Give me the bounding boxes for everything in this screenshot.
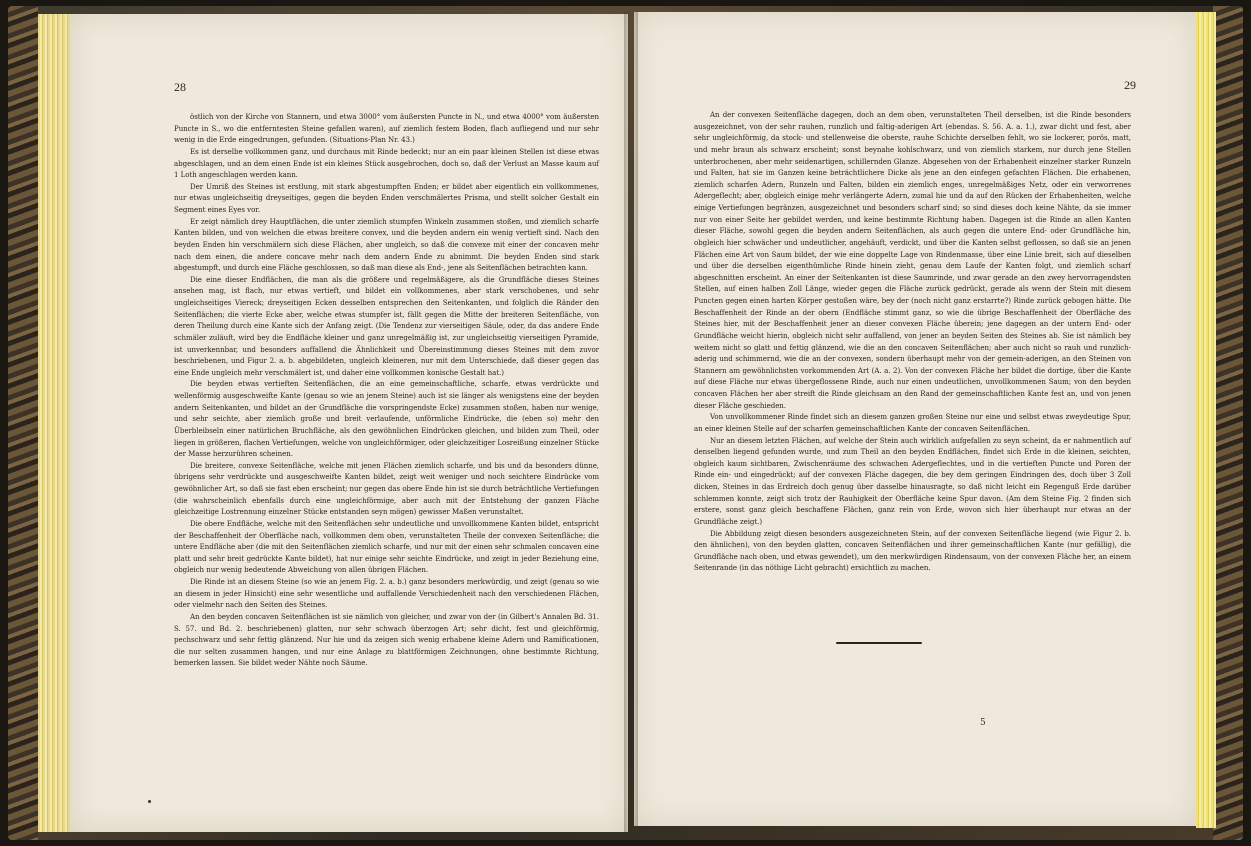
signature-mark: 5 [980,718,986,728]
right-page [634,12,1196,826]
right-page-text [694,109,1131,574]
page-number-left: 28 [174,80,186,94]
paragraph: Die breitere, convexe Seitenfläche, welche mit jenen Flächen ziemlich scharfe, und bis und da besonders dünne, übrigens sehr verdrückte und ausgeschweifte Kanten bildet, zeigt weit weniger und noch seichtere Eindrücke vom gewöhnlicher Art, so daß sie fast eben erscheint; nur gegen das obere Ende hin ist sie durch beträchtliche Vertiefungen (die wahrscheinlich ebenfalls durch eine ungleichförmige, aber auch mit der Entstehung der ganzen Fläche gleichzeitige Lostrennung einzelner Stücke entstanden seyn mögen) gewisser Maßen verunstaltet. [174,460,599,517]
paragraph: Nur an diesem letzten Flächen, auf welche der Stein auch wirklich aufgefallen zu seyn scheint, da er nahmentlich auf denselben liegend gefunden wurde, und zum Theil an den beyden Endflächen, findet sich Erde in die kleinen, seichten, obgleich kaum sichtbaren, Zwischenräume des schwachen Adergeflechtes, und in die vertieften Puncte und Poren der Rinde ein- und eingedrückt; auf der convexen Fläche dagegen, die bey dem geringen Eindringen des, doch über 3 Zoll dicken, Steines in das Erdreich doch genug über dasselbe hinausragte, so daß nicht leicht ein Regenguß Erde darüber schlemmen konnte, zeigt sich trotz der Rauhigkeit der Oberfläche keine Spur davon. (Am dem Steine Fig. 2 finden sich erstere, sonst ganz gleich beschaffene Flächen, ganz rein von Erde, wovon sich hier überhaupt nur etwas an der Grundfläche zeigt.) [694,435,1131,526]
page-edges-right [1196,12,1216,828]
paragraph: östlich von der Kirche von Stannern, und etwa 3000° vom äußersten Puncte in N., und etwa 4000° vom äußersten Puncte in S., wo die entferntesten Steine gefallen waren), auf ziemlich festem Boden, flach aufliegend und nur sehr wenig in die Erde eingedrungen, gefunden. (Situations-Plan Nr. 43.) [174,112,599,145]
paragraph: An der convexen Seitenfläche dagegen, doch an dem oben, verunstalteten Theil derselben, ist die Rinde besonders ausgezeichnet, von der sehr rauhen, runzlich und faltig-aderigen Art (ebendas. S. 56. A. a. 1.), zwar dicht und fest, aber sehr ungleichförmig, da stock- und stellenweise die oberste, rauhe Schichte derselben fehlt, wo sie lockerer, porös, matt, und mehr braun als schwarz erscheint; sonst beynahe kohlschwarz, und von ziemlich starkem, nur durch jene Stellen unterbrochenen, aber mehr seidenartigen, schillernden Glanze. Abgesehen von der Erhabenheit einzelner starker Runzeln und Falten, hat sie im Ganzen keine beträchtlichere Dicke als jene an den einfegen gefachten Flächen. Die erhabenen, ziemlich scharfen Adern, Runzeln und Falten, bilden ein ziemlich enges, unregelmäßiges Netz, oder ein verworrenes Adergeflecht; aber, obgleich einige mehr verlängerte Adern, zumal hie und da auf den Rücken der Erhabenheiten, welche einige Vertiefungen begränzen, ausgezeichnet und besonders scharf sind; so sind dieses doch keine Nähte, da sie immer nur von einer Seite her gebildet werden, und keine bestimmte Richtung haben. Dagegen ist die Rinde an allen Kanten dieser Fläche, sowohl gegen die beyden andern Seitenflächen, als auch gegen die untere End- oder Grundfläche hin, obgleich hier schwächer und undeutlicher, angehäuft, verdickt, und über die Kanten selbst geflossen, so daß sie an jenen Flächen eine Art von Saum bildet, der wie eine doppelte Lage von Rindenmasse, über eine Linie breit, sich auf dieselben und über die derselben eigenthümliche Rinde hinein zieht, genau dem Laufe der Kanten folgt, und ziemlich scharf abgeschnitten erscheint. An einer der Seitenkanten ist diese Saumrinde, und zwar gerade an den zwey hervorragendsten Stellen, auf einen halben Zoll Länge, wieder gegen die Fläche zurück gedrückt, gerade als wenn der Stein mit diesem Puncten gegen einen harten Körper gestoßen wäre, bey der (noch nicht ganz erstarrte?) Rinde zurück gebogen hätte. Die Beschaffenheit der Rinde an der obern (Endfläche stimmt ganz, so wie die übrige Beschaffenheit der Oberfläche des Steines hier, mit der Beschaffenheit jener an dieser convexen Fläche überein; jene dagegen an der untern End- oder Grundfläche weicht hierin, obgleich nicht sehr auffallend, von jener an beyden Seiten des Steines ab. Sie ist nämlich bey weitem nicht so glatt und fettig glänzend, wie die an den concaven Seitenflächen; aber auch nicht so rauh und runzlich-aderig und schimmernd, wie die an der convexen, sondern überhaupt mehr von der gemein-aderigen, an den Steinen von Stannern am gewöhnlichsten vorkommenden Art (A. a. 2). Von der convexen Fläche her bildet die dortige, über die Kante auf diese Fläche nur etwas übergeflossene Rinde, auch nur einen undeutlichen, unvollkommenen Saum; von den beyden concaven Flächen her aber streift die Rinde gleichsam an den Rand der gemeinschaftlichen Kante fest an, und von jenen dieser Fläche geschieden. [694,110,1131,410]
paragraph: Der Umriß des Steines ist erstlung, mit stark abgestumpften Enden; er bildet aber eigentlich ein vollkommenes, nur etwas ungleichseitig dreyseitiges, gegen die beyden Enden verschmälertes Prisma, und stellt solcher Gestalt ein Segment eines Eyes vor. [174,181,599,214]
paragraph: Von unvollkommener Rinde findet sich an diesem ganzen großen Steine nur eine und selbst etwas zweydeutige Spur, an einer kleinen Stelle auf der scharfen gemeinschaftlichen Kante der concaven Seitenflächen. [694,412,1131,433]
paragraph: An den beyden concaven Seitenflächen ist sie nämlich von gleicher, und zwar von der (in Gilbert's Annalen Bd. 31. S. 57. und Bd. 2. beschriebenen) glatten, nur sehr schwach überzogen Art; sehr dicht, fest und gleichförmig, pechschwarz und sehr fettig glänzend. Nur hie und da zeigen sich wenig erhabene kleine Adern und Ramificationen, die nur selten zusammen hangen, und nur eine Anlage zu blattförmigen Zeichnungen, ohne bestimmte Richtung, bemerken lassen. Sie bildet weder Nähte noch Säume. [174,611,599,668]
marbled-cover-right [1213,6,1243,840]
page-edges-left [38,14,72,832]
marbled-cover-left [8,6,38,840]
paragraph: Die beyden etwas vertieften Seitenflächen, die an eine gemeinschaftliche, scharfe, etwas verdrückte und wellenförmig ausgeschweifte Kante (genau so wie an jenem Steine) auch ist sie länger als wenigstens eine der beyden andern Seitenkanten, und bildet an der Grundfläche die vorspringendste Ecke) zusammen stoßen, haben nur wenige, und sehr seichte, aber ziemlich große und breit verlaufende, unförmliche Eindrücke, die (eben so) mehr den Überbleibseln einer natürlichen Bruchfläche, als den gewöhnlichen Eindrücken gleichen, und bilden zum Theil, oder liegen in größeren, flachen Vertiefungen, welche von ungleichförmiger, oder gleichzeitiger Losreißung einzelner Stücke der Masse herzurühren scheinen. [174,379,599,459]
paragraph: Er zeigt nämlich drey Hauptflächen, die unter ziemlich stumpfen Winkeln zusammen stoßen, und ziemlich scharfe Kanten bilden, und von welchen die etwas breitere convex, und die beyden andern ein wenig vertieft sind. Nach den beyden Enden hin verschmälern sich diese Flächen, aber ungleich, so daß die convexe mit einer der concaven mehr nach dem einen, die andere concave mehr nach dem andern Ende zu abnimmt. Die beyden Enden sind stark abgestumpft, und durch eine Fläche geschlossen, so daß man diese als End-, jene als Seitenflächen betrachten kann. [174,216,599,273]
paragraph: Es ist derselbe vollkommen ganz, und durchaus mit Rinde bedeckt; nur an ein paar kleinen Stellen ist diese etwas abgeschlagen, und an dem einen Ende ist ein kleines Stück ausgebrochen, doch so, daß der Verlust an Masse kaum auf 1 Loth angeschlagen werden kann. [174,146,599,180]
paragraph: Die obere Endfläche, welche mit den Seitenflächen sehr undeutliche und unvollkommene Kanten bildet, entspricht der Beschaffenheit der Oberfläche nach, vollkommen dem oben, verunstalteten Theile der convexen Seitenfläche; die untere Endfläche aber (die mit den Seitenflächen ziemlich scharfe, und nur mit der einen sehr schmalen concaven eine platt und sehr breit gedrückte Kante bildet), hat nur einige sehr seichte Eindrücke, und zeigt in jeder Beziehung eine, obgleich nur wenig bedeutende Abweichung von allen übrigen Flächen. [174,518,599,575]
paragraph: Die Abbildung zeigt diesen besonders ausgezeichneten Stein, auf der convexen Seitenfläche liegend (wie Figur 2. b. den ähnlichen), von den beyden glatten, concaven Seitenflächen und ihrer gemeinschaftlichen Kante (nur gefällig), die Grundfläche nach oben, und etwas gewendet), um den merkwürdigen Rindensaum, von der convexen Fläche her, an einem Seitenrande (in das nöthige Licht gebracht) ersichtlich zu machen. [694,528,1131,573]
section-divider-rule [836,642,922,644]
left-page [70,14,628,832]
paragraph: Die Rinde ist an diesem Steine (so wie an jenem Fig. 2. a. b.) ganz besonders merkwürdig, und zeigt (genau so wie an diesem in jeder Hinsicht) eine sehr wesentliche und auffallende Verschiedenheit nach den verschiedenen Flächen, oder vielmehr nach den Seiten des Steines. [174,577,599,610]
left-page-text [174,111,599,669]
ink-speck [148,800,151,803]
book-gutter [624,12,638,832]
paragraph: Die eine dieser Endflächen, die man als die größere und regelmäßigere, als die Grundfläche dieses Steines ansehen mag, ist flach, nur etwas vertieft, und bildet ein vollkommenes, aber stark verschobenes, und sehr ungleichseitiges Viereck; dreyseitigen Ecken desselben entsprechen den Seitenkanten, und folglich die Ränder den Seitenflächen; die vierte Ecke aber, welche etwas stumpfer ist, fällt gegen die Mitte der breiteren Seitenfläche, von deren Theilung durch eine Kante sich der Anfang zeigt. (Die Tendenz zur vierseitigen Säule, oder, da das andere Ende schmäler zuläuft, wird bey die Endfläche kleiner und ganz unregelmäßig ist, zur ungleichseitig vierseitigen Pyramide, ist unverkennbar, und besonders auffallend die Ähnlichkeit und Übereinstimmung dieses Steines mit dem zuvor beschriebenen, und Figur 2. a. b. abgebildeten, ungleich kleineren, nur mit dem Unterschiede, daß dieser gegen das eine Ende ungleich mehr verschmälert ist, und daher eine vollkommen konische Gestalt hat.) [174,274,599,377]
page-number-right: 29 [1124,78,1136,92]
